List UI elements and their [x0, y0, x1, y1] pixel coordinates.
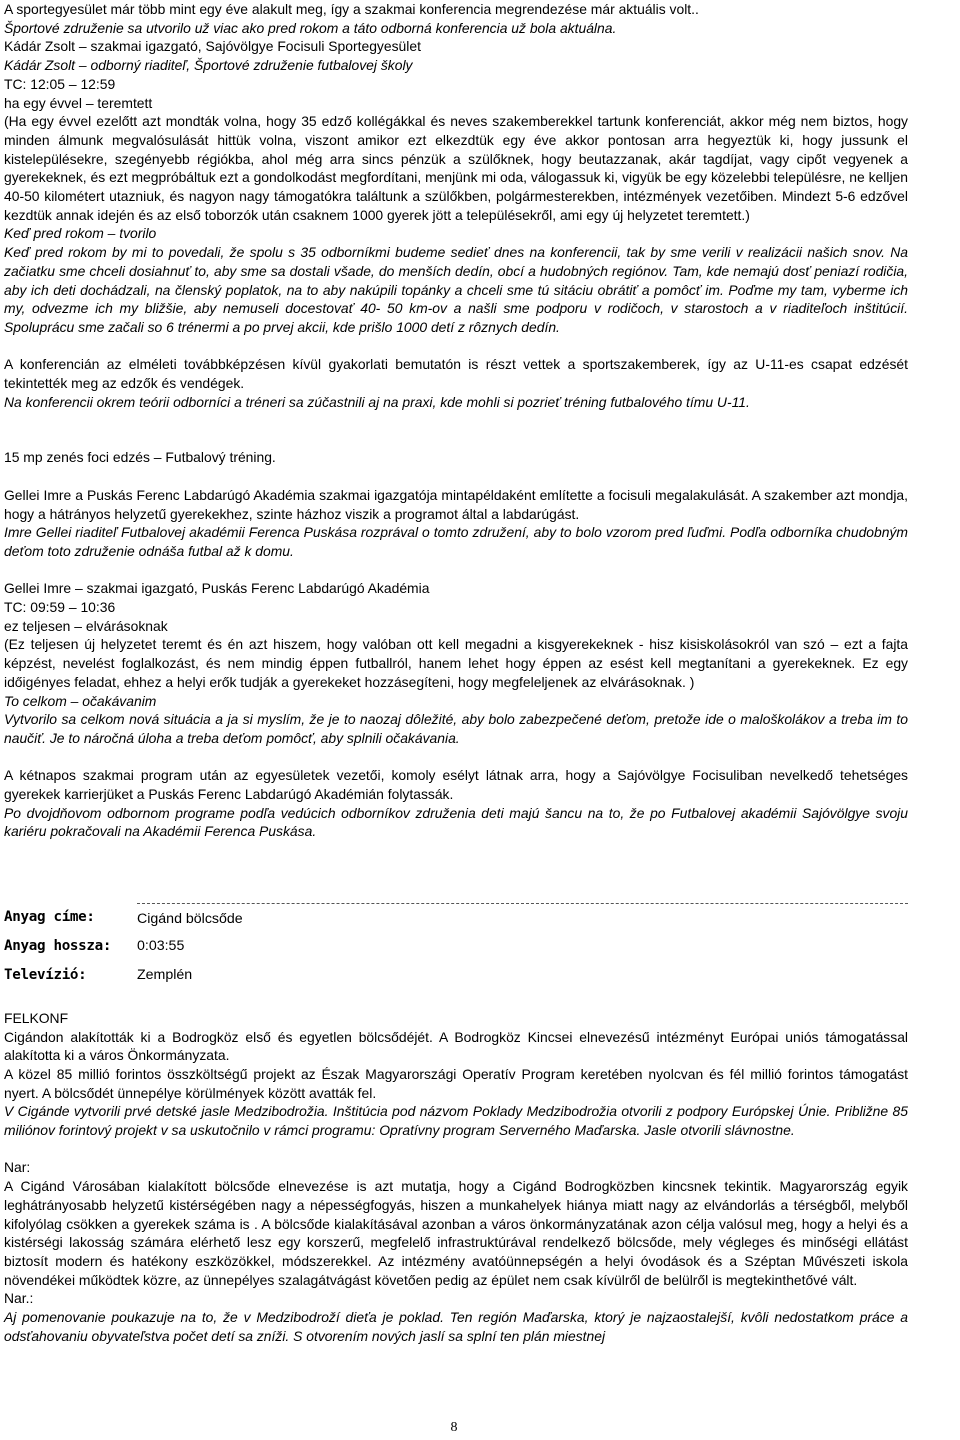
paragraph: Cigándon alakították ki a Bodrogköz első és egyetlen bölcsődéjét. A Bodrogköz Kincsei elnevezésű intézményt Európai uniós támogatással alakította ki a város Önkormányzata. [4, 1028, 908, 1064]
in-out-cue: ez teljesen – elvárásoknak [4, 617, 168, 634]
paragraph: Na konferencii okrem teórii odborníci a tréneri sa zúčastnili aj na praxi, kde mohli si pozrieť tréning futbalového tímu U-11. [4, 393, 750, 410]
paragraph: A konferencián az elméleti továbbképzésen kívül gyakorlati bemutatón is részt vettek a sportszakemberek, így az U-11-es csapat edzését tekintették meg az edzők és vendégek. [4, 356, 908, 392]
spacer [4, 1140, 908, 1159]
info-label: Anyag hossza: [4, 938, 112, 955]
spacer [4, 841, 908, 897]
info-value: Cigánd bölcsőde [137, 903, 908, 929]
timecode: TC: 09:59 – 10:36 [4, 599, 116, 616]
in-out-cue: ha egy évvel – teremtett [4, 94, 153, 111]
paragraph: A közel 85 millió forintos összköltségű projekt az Észak Magyarországi Operatív Program keretében nyolcvan és fél millió forintos támogatást nyert. A bölcsődét ünnepélye körülmények között avatták fel. [4, 1065, 908, 1101]
info-row-tv [4, 961, 908, 990]
speaker-caption: Kádár Zsolt – szakmai igazgató, Sajóvölgye Focisuli Sportegyesület [4, 38, 421, 55]
material-info-block [4, 903, 908, 990]
quote-paragraph: Keď pred rokom by mi to povedali, že spolu s 35 odborníkmi budeme sedieť dnes na konferencii, tak by sme verili v realizácii našich snov. Na začiatku sme chceli dosiahnuť to, aby sme sa dostali všade, do menších dedín, obcí a hudobných regiónov. Tam, kde nemajú dosť peniazí rodičia, aby ich deti dochádzali, na členský poplatok, na to aby nakúpili topánky a chceli sme tú sitáciu obrátiť a pomôcť im. Poďme my tam, vyberme ich my, odvezme ich my bližšie, aby nemuseli docestovať 40- 50 km-ov a našli sme podporu v rodičoch, v starostoch a v riaditeľoch inštitúcií. Spoluprácu sme začali so 6 trénermi a po prvej akcii, kde prišlo 1000 detí z rôznych dedín. [4, 244, 908, 335]
quote-paragraph: (Ez teljesen új helyzetet teremt és én azt hiszem, hogy valóban ott kell megadni a kisgyerekeknek - hisz kisiskolásokról van szó – ezt a fajta képzést, nevelést foglalkozást, és nem mindig éppen futballról, hanem lehet hogy éppen az esést kell megtanítani a gyerekeknek. Ez egy időigényes feladat, ehhez a helyi erők tudják a gyerekeket hozzásegíteni, hogy megfeleljenek az elvárásoknak. ) [4, 636, 908, 690]
quote-paragraph: (Ha egy évvel ezelőtt azt mondták volna, hogy 35 edző kollégákkal és neves szakemberekkel tartunk konferenciát, akkor még nem biztos, hogy minden álmunk megvalósulását hittük volna, viszont amikor ezt elkezdtük egy éve akkor pontosan arra hegyeztük ki, hogy jussunk el kistelepülésekre, szegényebb régiókba, ahol még arra sincs pénzük a szülőknek, hogy beutazzanak, akár tagdíjat, vagy cipőt vegyenek a gyerekeknek, és ezt megpróbáltuk ezt a gondolkodást megfordítani, menjünk mi oda, válogassuk ki, vigyük be egy közelebbi településre, ne kelljen 40-50 kilométert utazniuk, és nagyon nagy támogatókra találtunk a szülőkben, polgármesterekben, intézmények vezetőiben. Mindezt 5-6 edzővel kezdtük annak idején és az első toborzók után csaknem 1000 gyerek jött a településekről, ami egy új helyzetet teremtett.) [4, 113, 908, 223]
info-row-length [4, 932, 908, 961]
section-heading: FELKONF [4, 1009, 69, 1026]
in-out-cue: To celkom – očakávanim [4, 692, 157, 709]
paragraph: V Cigánde vytvorili prvé detské jasle Medzibodrožia. Inštitúcia pod názvom Poklady Medzibodrožia otvorili z podpory Európskej Únie. Približne 85 miliónov forintový projekt v sa uskutočnilo v rámci programu: Opratívny program Serverného Maďarska. Jasle otvorili slávnostne. [4, 1103, 908, 1139]
spacer [4, 561, 908, 580]
paragraph: A Cigánd Városában kialakított bölcsőde elnevezése is azt mutatja, hogy a Cigánd Bodrogközben kincsnek tekintik. Magyarország egyik leghátrányosabb helyzetű kistérségében nagy a népességfogyás, hiszen a munkahelyek hiánya miatt nagy az elvándorlás a térségből, melyből kifolyólag csökken a gyerekek száma is . A bölcsőde kialakításával azonban a város önkormányzatának azon célja valósul meg, hogy a helyi és a kistérségi lakosság számára elérhető lesz egy korszerű, megfelelő infrastruktúrával rendelkező bölcsőde, mely végleges és minőségi ellátást biztosít modern és hatékony eszközökkel, módszerekkel. Az intézmény avatóünnepségén a helyi óvodások és a Széptan Művészeti iskola növendékei működtek közre, az ünnepélyes szalagátvágást követően pedig az épület nem csak kívülről de belülről is megtekinthetővé vált. [4, 1178, 908, 1288]
speaker-caption: Kádár Zsolt – odborný riaditeľ, Športové združenie futbalovej školy [4, 57, 413, 74]
narrator-label: Nar: [4, 1159, 31, 1176]
paragraph: Imre Gellei riaditeľ Futbalovej akadémii Ferenca Puskása rozprával o tomto združení, aby to bolo vzorom pred ľuďmi. Podľa odborníka chudobným deťom toto združenie odnáša futbal až k domu. [4, 524, 908, 559]
timecode: TC: 12:05 – 12:59 [4, 75, 116, 92]
paragraph: Gellei Imre a Puskás Ferenc Labdarúgó Akadémia szakmai igazgatója mintapéldaként említette a focisuli megalakulását. A szakember azt mondja, hogy a hátrányos helyzetű gyerekekhez, szinte házhoz viszik a programot által a labdarúgást. [4, 486, 908, 522]
paragraph: 15 mp zenés foci edzés – Futbalový tréning. [4, 449, 276, 466]
quote-paragraph: Vytvorilo sa celkom nová situácia a ja si myslím, že je to naozaj dôležité, aby bolo zabezpečené deťom, pretože ide o maloškolákov a treba im to naučiť. Je to náročná úloha a treba deťom pomôcť, aby splnili očakávania. [4, 711, 908, 746]
spacer [4, 467, 908, 486]
spacer [4, 337, 908, 356]
info-row-title [4, 903, 908, 932]
paragraph: Aj pomenovanie poukazuje na to, že v Medzibodroží dieťa je poklad. Ten región Maďarska, ktorý je najzaostalejší, kvôli nedostatkom práce a odsťahovaniu obyvateľstva počet detí sa zníži. S otvorením nových jaslí sa splní ten plán miestnej [4, 1309, 908, 1344]
spacer [4, 990, 908, 1009]
in-out-cue: Keď pred rokom – tvorilo [4, 225, 157, 242]
paragraph: A kétnapos szakmai program után az egyesületek vezetői, komoly esélyt látnak arra, hogy a Sajóvölgye Focisuliban nevelkedő tehetséges gyerekek karrierjüket a Puskás Ferenc Labdarúgó Akadémián folytassák. [4, 767, 908, 803]
info-label: Anyag címe: [4, 909, 95, 926]
info-value: Zemplén [137, 967, 193, 984]
page-number: 8 [450, 1420, 458, 1436]
text-line: Športové združenie sa utvorilo už viac ako pred rokom a táto odborná konferencia už bola aktuálna. [4, 19, 617, 36]
speaker-caption: Gellei Imre – szakmai igazgató, Puskás Ferenc Labdarúgó Akadémia [4, 580, 430, 597]
spacer [4, 411, 908, 448]
text-line: A sportegyesület már több mint egy éve alakult meg, így a szakmai konferencia megrendezése már aktuális volt.. [4, 1, 699, 17]
info-value: 0:03:55 [137, 938, 185, 955]
narrator-label: Nar.: [4, 1290, 34, 1307]
paragraph: Po dvojdňovom odbornom programe podľa vedúcich odborníkov združenia deti majú šancu na to, že po Futbalovej akadémii Sajóvölgye svoju kariéru pokračovali na Akadémii Ferenca Puskása. [4, 804, 908, 840]
spacer [4, 748, 908, 767]
info-label: Televízió: [4, 967, 87, 984]
